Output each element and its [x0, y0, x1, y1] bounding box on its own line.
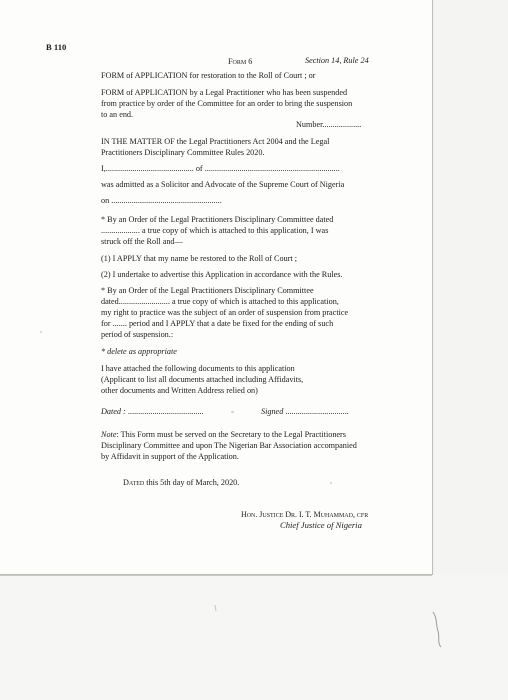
pen-scribble	[433, 612, 441, 647]
page-number: B 110	[46, 42, 67, 52]
scan-artifacts	[0, 575, 508, 700]
form-label: Form 6	[228, 57, 253, 66]
signed-field	[261, 406, 349, 417]
matter-line-2: Practitioners Disciplinary Committee Rules 2020.	[101, 148, 265, 157]
note-line-2: Disciplinary Committee and upon The Nigerian Bar Association accompanied	[101, 441, 357, 450]
note-line-1	[101, 429, 346, 440]
scan-speck	[231, 411, 234, 413]
para2-line-3: my right to practice was the subject of an order of suspension from practice	[101, 308, 349, 317]
applicant-admission-line: was admitted as a Solicitor and Advocate of the Supreme Court of Nigeria	[101, 180, 345, 189]
heading-line-3: from practice by order of the Committee for an order to bring the suspension	[101, 99, 353, 108]
scan-speck	[330, 482, 332, 484]
para1-line-1: * By an Order of the Legal Practitioners Disciplinary Committee dated	[101, 215, 334, 224]
dated-dots: .....................................	[127, 407, 204, 416]
attachments-line-3: other documents and Written Address relied on)	[101, 386, 258, 395]
list-item-1: (1) I APPLY that my name be restored to the Roll of Court ;	[101, 254, 298, 263]
section-reference: Section 14, Rule 24	[305, 56, 369, 65]
heading-line-1: FORM of APPLICATION for restoration to the Roll of Court ; or	[101, 71, 316, 80]
heading-line-4: to an end.	[101, 110, 134, 119]
attachments-line-2: (Applicant to list all documents attached including Affidavits,	[101, 375, 304, 384]
scan-mark	[215, 605, 216, 611]
note-line-3: by Affidavit in support of the Application.	[101, 452, 239, 461]
scan-speck	[40, 331, 42, 333]
dated-clause-label: Dated	[123, 478, 145, 487]
number-field: Number...................	[296, 120, 362, 129]
list-item-2: (2) I undertake to advertise this Application in accordance with the Rules.	[101, 270, 343, 279]
delete-note: * delete as appropriate	[101, 347, 177, 356]
signed-dots: ...............................	[285, 407, 349, 416]
para2-line-2: dated......................... a true copy of which is attached to this application,	[101, 297, 339, 306]
dated-clause-text: this 5th day of March, 2020.	[146, 478, 240, 487]
applicant-date-line: on ......................................................	[101, 196, 222, 205]
attachments-line-1: I have attached the following documents to this application	[101, 364, 295, 373]
dated-clause	[123, 477, 239, 488]
signatory-name: Hon. Justice Dr. I. T. Muhammad, cfr	[241, 510, 369, 519]
para2-line-1: * By an Order of the Legal Practitioners Disciplinary Committee	[101, 286, 314, 295]
applicant-name-line: I,........................................... of ..................................................................	[101, 164, 340, 173]
para2-line-5: period of suspension.:	[101, 330, 174, 339]
para1-line-2: ................... a true copy of which is attached to this application, I was	[101, 226, 329, 235]
dated-label: Dated :	[101, 407, 126, 416]
matter-line-1: IN THE MATTER OF the Legal Practitioners Act 2004 and the Legal	[101, 137, 330, 146]
signatory-title: Chief Justice of Nigeria	[280, 520, 362, 530]
signed-label: Signed	[261, 407, 284, 416]
note-label: Note	[101, 430, 117, 439]
dated-field	[101, 406, 204, 417]
scan-background	[0, 575, 508, 700]
para2-line-4: for ....... period and I APPLY that a date be fixed for the ending of such	[101, 319, 334, 328]
heading-line-2: FORM of APPLICATION by a Legal Practitioner who has been suspended	[101, 88, 348, 97]
note-text-1: : This Form must be served on the Secretary to the Legal Practitioners	[116, 430, 346, 439]
para1-line-3: struck off the Roll and—	[101, 237, 183, 246]
